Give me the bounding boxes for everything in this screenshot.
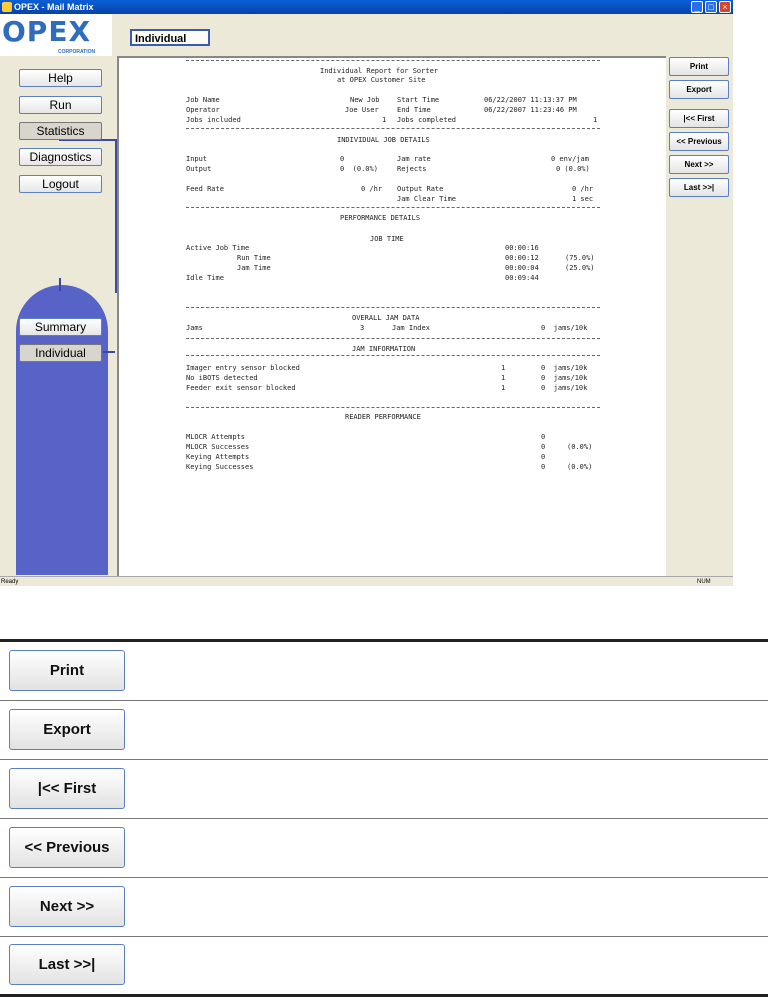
reader-row-percent: (0.0%) <box>567 463 593 471</box>
jam-time-label: Jam Time <box>237 264 271 272</box>
jam-row-label: Feeder exit sensor blocked <box>186 384 296 392</box>
idle-time-label: Idle Time <box>186 274 224 282</box>
export-button[interactable]: Export <box>669 80 729 99</box>
reader-row-label: MLOCR Successes <box>186 443 250 451</box>
input-label: Input <box>186 155 208 163</box>
section-job-time: JOB TIME <box>370 235 404 243</box>
active-job-time-value: 00:00:16 <box>505 244 539 252</box>
minimize-icon[interactable]: _ <box>691 1 703 13</box>
status-text: Ready <box>1 579 19 585</box>
run-button[interactable]: Run <box>19 96 102 114</box>
job-name-value: New Job <box>350 96 380 104</box>
jam-row-rate: 0 jams/10k <box>541 374 588 382</box>
legend-row <box>0 642 768 701</box>
jam-index-label: Jam Index <box>392 324 430 332</box>
end-time-value: 06/22/2007 11:23:46 PM <box>484 106 577 114</box>
legend-previous-button[interactable]: << Previous <box>9 827 125 868</box>
opex-logo <box>0 14 112 56</box>
report-subtitle: at OPEX Customer Site <box>337 76 426 84</box>
section-reader: READER PERFORMANCE <box>345 413 421 421</box>
page-title: Individual <box>130 29 210 46</box>
output-rate-label: Output Rate <box>397 185 444 193</box>
input-value: 0 <box>340 155 345 163</box>
rule <box>186 355 600 356</box>
reader-row-value: 0 <box>541 443 546 451</box>
rule <box>186 128 600 129</box>
jam-row-label: No iBOTS detected <box>186 374 258 382</box>
output-label: Output <box>186 165 212 173</box>
jam-row-count: 1 <box>501 384 506 392</box>
individual-connector <box>103 351 115 353</box>
jam-time-value: 00:00:04 <box>505 264 539 272</box>
jam-index-value: 0 jams/10k <box>541 324 588 332</box>
start-time-value: 06/22/2007 11:13:37 PM <box>484 96 577 104</box>
jam-row-label: Imager entry sensor blocked <box>186 364 300 372</box>
jam-clear-value: 1 sec <box>572 195 594 203</box>
reader-row-value: 0 <box>541 433 546 441</box>
legend-row <box>0 878 768 937</box>
jam-row-count: 1 <box>501 374 506 382</box>
logout-button[interactable]: Logout <box>19 175 102 193</box>
jam-row-rate: 0 jams/10k <box>541 384 588 392</box>
jam-clear-label: Jam Clear Time <box>397 195 457 203</box>
section-job-details: INDIVIDUAL JOB DETAILS <box>337 136 430 144</box>
rule <box>186 338 600 339</box>
operator-label: Operator <box>186 106 220 114</box>
individual-button[interactable]: Individual <box>19 344 102 362</box>
jam-row-rate: 0 jams/10k <box>541 364 588 372</box>
section-overall-jam: OVERALL JAM DATA <box>352 314 420 322</box>
run-time-label: Run Time <box>237 254 271 262</box>
logo-text: OPEX <box>2 15 92 48</box>
reader-row-label: Keying Successes <box>186 463 254 471</box>
legend-first-button[interactable]: |<< First <box>9 768 125 809</box>
first-button[interactable]: |<< First <box>669 109 729 128</box>
end-time-label: End Time <box>397 106 431 114</box>
reader-row-label: Keying Attempts <box>186 453 250 461</box>
num-lock-indicator: NUM <box>697 579 711 585</box>
jam-rate-value: 0 env/jam <box>551 155 589 163</box>
idle-time-value: 00:09:44 <box>505 274 539 282</box>
legend-row <box>0 819 768 878</box>
output-value: 0 (0.0%) <box>340 165 378 173</box>
section-jam-info: JAM INFORMATION <box>352 345 416 353</box>
jam-rate-label: Jam rate <box>397 155 431 163</box>
legend-next-button[interactable]: Next >> <box>9 886 125 927</box>
feed-rate-label: Feed Rate <box>186 185 224 193</box>
jobs-included-label: Jobs included <box>186 116 241 124</box>
rejects-label: Rejects <box>397 165 427 173</box>
statistics-button[interactable]: Statistics <box>19 122 102 140</box>
next-button[interactable]: Next >> <box>669 155 729 174</box>
help-button[interactable]: Help <box>19 69 102 87</box>
operator-value: Joe User <box>345 106 379 114</box>
legend-last-button[interactable]: Last >>| <box>9 944 125 985</box>
rule <box>186 60 600 61</box>
reader-row-label: MLOCR Attempts <box>186 433 246 441</box>
output-rate-value: 0 /hr <box>572 185 594 193</box>
jobs-completed-value: 1 <box>593 116 598 124</box>
submenu-connector <box>59 278 61 291</box>
legend-row <box>0 760 768 819</box>
rule <box>186 307 600 308</box>
status-bar <box>0 576 733 586</box>
legend-export-button[interactable]: Export <box>9 709 125 750</box>
app-icon <box>2 2 12 12</box>
start-time-label: Start Time <box>397 96 440 104</box>
legend-row <box>0 937 768 995</box>
rule <box>186 207 600 208</box>
summary-button[interactable]: Summary <box>19 318 102 336</box>
print-button[interactable]: Print <box>669 57 729 76</box>
title-bar <box>0 0 733 14</box>
jam-time-percent: (25.0%) <box>565 264 595 272</box>
run-time-value: 00:00:12 <box>505 254 539 262</box>
jobs-completed-label: Jobs completed <box>397 116 457 124</box>
maximize-icon[interactable]: □ <box>705 1 717 13</box>
legend-print-button[interactable]: Print <box>9 650 125 691</box>
window-title: OPEX - Mail Matrix <box>14 2 94 12</box>
report-title: Individual Report for Sorter <box>320 67 439 75</box>
jobs-included-value: 1 <box>382 116 387 124</box>
close-icon[interactable]: × <box>719 1 731 13</box>
active-job-time-label: Active Job Time <box>186 244 250 252</box>
logo-subtext: CORPORATION <box>58 49 96 55</box>
jams-label: Jams <box>186 324 203 332</box>
reader-row-value: 0 <box>541 453 546 461</box>
rule <box>186 407 600 408</box>
jams-value: 3 <box>360 324 365 332</box>
legend-row <box>0 701 768 760</box>
reader-row-percent: (0.0%) <box>567 443 593 451</box>
feed-rate-value: 0 /hr <box>361 185 383 193</box>
job-name-label: Job Name <box>186 96 220 104</box>
section-performance: PERFORMANCE DETAILS <box>340 214 421 222</box>
jam-row-count: 1 <box>501 364 506 372</box>
rejects-value: 0 (0.0%) <box>556 165 590 173</box>
previous-button[interactable]: << Previous <box>669 132 729 151</box>
diagnostics-button[interactable]: Diagnostics <box>19 148 102 166</box>
last-button[interactable]: Last >>| <box>669 178 729 197</box>
run-time-percent: (75.0%) <box>565 254 595 262</box>
reader-row-value: 0 <box>541 463 546 471</box>
